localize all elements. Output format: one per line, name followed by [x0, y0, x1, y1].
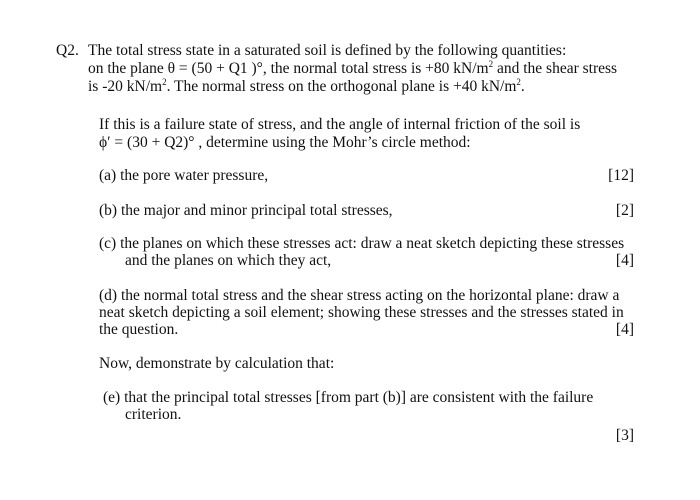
intro-line-3-text-a: is -20 kN/m [88, 78, 163, 95]
part-e-line-1: (e) that the principal total stresses [from part (b)] are consistent with the failure [103, 389, 594, 406]
question-number: Q2. [56, 42, 79, 59]
superscript: 2 [488, 59, 494, 69]
intro-line-3 [88, 78, 525, 96]
part-d-line-3: the question. [99, 321, 179, 338]
part-c-marks: [4] [615, 252, 634, 269]
demonstrate-heading: Now, demonstrate by calculation that: [99, 355, 335, 372]
part-a-text: (a) the pore water pressure, [99, 167, 269, 184]
intro-line-2-text-b: and the shear stress [493, 60, 618, 77]
intro-line-1: The total stress state in a saturated soil is defined by the following quantities: [88, 42, 567, 59]
part-b-text: (b) the major and minor principal total stresses, [99, 202, 393, 219]
failure-line-1: If this is a failure state of stress, and the angle of internal friction of the soil is [99, 116, 581, 133]
intro-line-2-text-a: on the plane θ = (50 + Q1 )°, the normal total stress is +80 kN/m [88, 60, 489, 77]
part-e-marks: [3] [615, 427, 634, 444]
part-c-line-2: and the planes on which they act, [125, 252, 332, 269]
superscript: 2 [162, 77, 167, 87]
part-d-line-2: neat sketch depicting a soil element; showing these stresses and the stresses stated in [99, 304, 624, 321]
intro-line-3-text-b: . The normal stress on the orthogonal plane is +40 kN/m [166, 78, 517, 95]
part-a-marks: [12] [608, 167, 634, 184]
intro-line-2 [88, 60, 617, 78]
part-e-line-2: criterion. [125, 406, 182, 423]
part-c-line-1: (c) the planes on which these stresses act: draw a neat sketch depicting these stresses [99, 235, 625, 252]
superscript: 2 [516, 77, 521, 87]
part-b-marks: [2] [615, 202, 634, 219]
part-d-line-1: (d) the normal total stress and the shear stress acting on the horizontal plane: draw a [99, 287, 620, 304]
part-d-marks: [4] [615, 321, 634, 338]
intro-line-3-text-c: . [520, 78, 525, 95]
failure-line-2: ϕ′ = (30 + Q2)° , determine using the Mohr’s circle method: [99, 134, 471, 151]
